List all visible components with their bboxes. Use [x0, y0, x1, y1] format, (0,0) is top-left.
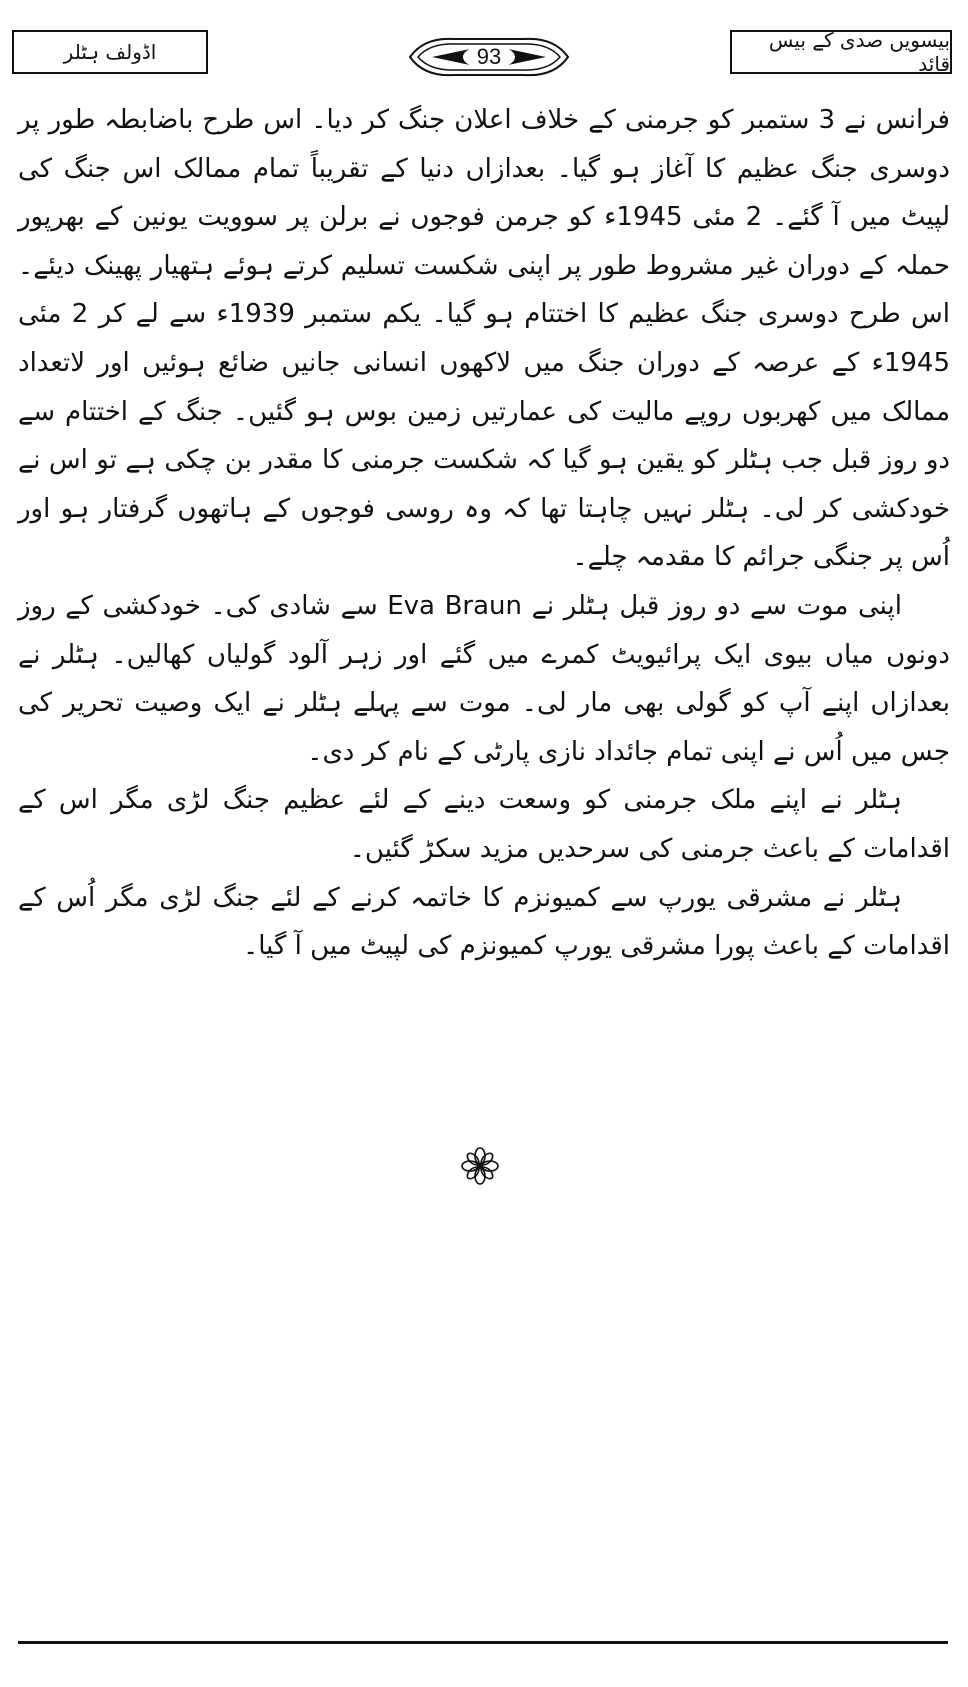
- paragraph-2: اپنی موت سے دو روز قبل ہٹلر نے Eva Braun سے شادی کی۔ خودکشی کے روز دونوں میاں بیوی ایک پرائیویٹ کمرے میں گئے اور زہر آلود گولیاں کھالیں۔ ہٹلر نے بعدازاں اپنے آپ کو گولی بھی مار لی۔ موت سے پہلے ہٹلر نے ایک وصیت تحریر کی جس میں اُس نے اپنی تمام جائداد نازی پارٹی کے نام کر دی۔: [18, 590, 950, 767]
- chapter-title-header: [12, 30, 208, 74]
- book-title: بیسویں صدی کے بیس قائد: [768, 28, 950, 76]
- bottom-divider: [18, 1641, 948, 1644]
- chapter-title: اڈولف ہٹلر: [63, 40, 157, 64]
- page-number: 93: [476, 44, 502, 69]
- flower-ornament-icon: [460, 1146, 500, 1186]
- page-number-badge: [404, 33, 574, 81]
- paragraph-4: ہٹلر نے مشرقی یورپ سے کمیونزم کا خاتمہ کرنے کے لئے جنگ لڑی مگر اُس کے اقدامات کے باعث پورا مشرقی یورپ کمیونزم کی لپیٹ میں آ گیا۔: [18, 882, 950, 962]
- paragraph-1: فرانس نے 3 ستمبر کو جرمنی کے خلاف اعلان جنگ کر دیا۔ اس طرح باضابطہ طور پر دوسری جنگ عظیم کا آغاز ہو گیا۔ بعدازاں دنیا کے تقریباً تمام ممالک اس جنگ کی لپیٹ میں آ گئے۔ 2 مئی 1945ء کو جرمن فوجوں نے برلن پر سوویت یونین کے بھرپور حملہ کے دوران غیر مشروط طور پر اپنی شکست تسلیم کرتے ہوئے ہتھیار پھینک دیئے۔ اس طرح دوسری جنگ عظیم کا اختتام ہو گیا۔ یکم ستمبر 1939ء سے لے کر 2 مئی 1945ء کے عرصہ کے دوران جنگ میں لاکھوں انسانی جانیں ضائع ہوئیں اور لاتعداد ممالک میں کھربوں روپے مالیت کی عمارتیں زمین بوس ہو گئیں۔ جنگ کے اختتام سے دو روز قبل جب ہٹلر کو یقین ہو گیا کہ شکست جرمنی کا مقدر بن چکی ہے تو اس نے خودکشی کر لی۔ ہٹلر نہیں چاہتا تھا کہ وہ روسی فوجوں کے ہاتھوں گرفتار ہو اور اُس پر جنگی جرائم کا مقدمہ چلے۔: [18, 105, 950, 573]
- paragraph-3: ہٹلر نے اپنے ملک جرمنی کو وسعت دینے کے لئے عظیم جنگ لڑی مگر اس کے اقدامات کے باعث جرمنی کی سرحدیں مزید سکڑ گئیں۔: [18, 785, 950, 864]
- page-body: [18, 96, 950, 971]
- book-title-header: [730, 30, 952, 74]
